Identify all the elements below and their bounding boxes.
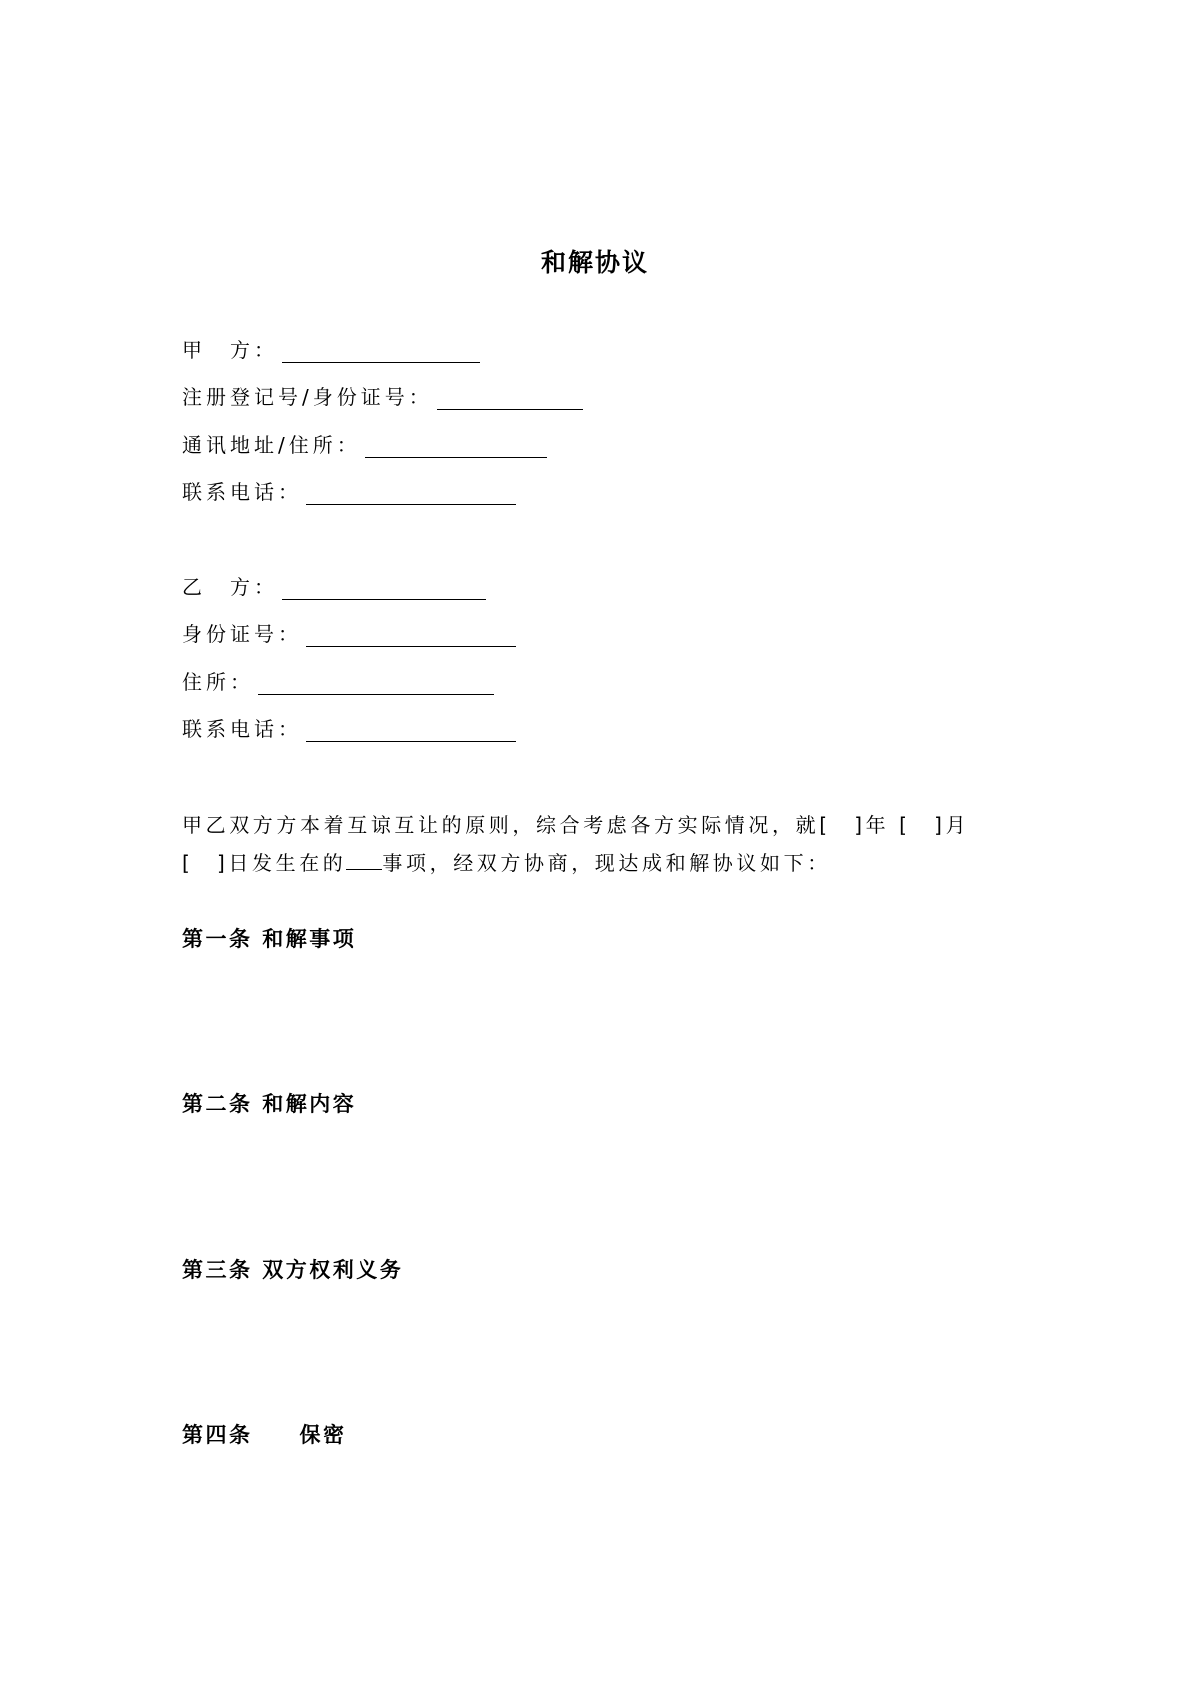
party-b-name-blank[interactable] <box>282 575 486 600</box>
party-a-name-blank[interactable] <box>282 338 480 363</box>
party-a-name-label-1: 甲 <box>182 338 230 362</box>
party-b-name-label-1: 乙 <box>182 575 230 599</box>
intro-line-2 <box>182 844 1012 882</box>
intro-paragraph <box>182 806 1012 882</box>
party-b-id-blank[interactable] <box>306 622 516 647</box>
party-a-name-field <box>182 337 480 363</box>
party-a-phone-field <box>182 479 516 505</box>
party-b-address-blank[interactable] <box>258 670 494 695</box>
party-a-phone-blank[interactable] <box>306 480 516 505</box>
section-heading-4: 第四条 保密 <box>182 1423 347 1447</box>
intro-line-2-part-2: 事项，经双方协商，现达成和解协议如下： <box>382 851 831 875</box>
party-a-phone-label: 联系电话： <box>182 480 302 504</box>
party-b-phone-label: 联系电话： <box>182 717 302 741</box>
party-b-phone-blank[interactable] <box>306 717 516 742</box>
intro-line-1: 甲乙双方方本着互谅互让的原则，综合考虑各方实际情况，就[ ]年 [ ]月 <box>182 813 970 837</box>
party-a-reg-blank[interactable] <box>437 385 583 410</box>
document-title: 和解协议 <box>540 248 649 277</box>
party-b-id-label: 身份证号： <box>182 622 302 646</box>
party-a-name-label-2: 方： <box>230 338 278 362</box>
section-heading-1: 第一条 和解事项 <box>182 927 357 951</box>
party-b-name-label-2: 方： <box>230 575 278 599</box>
party-a-reg-field <box>182 384 583 410</box>
party-a-reg-label: 注册登记号/身份证号： <box>182 385 433 409</box>
party-b-address-field <box>182 669 494 695</box>
intro-line-2-part-1: [ ]日发生在的 <box>182 851 347 875</box>
matter-blank[interactable] <box>346 849 382 870</box>
party-a-address-field <box>182 432 547 458</box>
section-heading-3: 第三条 双方权利义务 <box>182 1258 404 1282</box>
party-b-name-field <box>182 574 486 600</box>
party-b-phone-field <box>182 716 516 742</box>
party-b-id-field <box>182 621 516 647</box>
party-a-address-blank[interactable] <box>365 433 547 458</box>
party-a-address-label: 通讯地址/住所： <box>182 433 361 457</box>
section-heading-2: 第二条 和解内容 <box>182 1092 357 1116</box>
party-b-address-label: 住所： <box>182 670 254 694</box>
